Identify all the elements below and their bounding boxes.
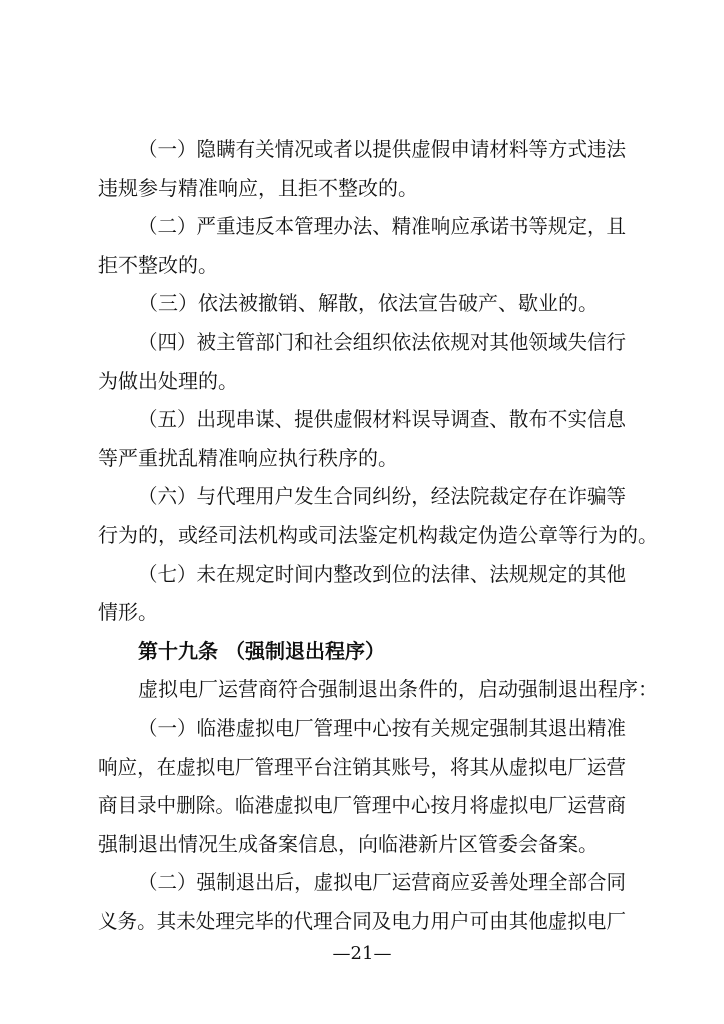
procedure-line [0, 750, 724, 784]
line-text: （二）严重违反本管理办法、精准响应承诺书等规定，且 [138, 214, 626, 239]
procedure-line [0, 711, 724, 745]
line-text: 情形。 [98, 600, 158, 625]
procedure-line [0, 865, 724, 899]
line-text: （六）与代理用户发生合同纠纷，经法院裁定存在诈骗等 [138, 484, 626, 509]
paragraph-line [0, 441, 724, 475]
line-text: 响应，在虚拟电厂管理平台注销其账号，将其从虚拟电厂运营 [98, 754, 626, 779]
article-intro [0, 672, 724, 706]
paragraph-line [0, 595, 724, 629]
procedure-line [0, 827, 724, 861]
paragraph-line [0, 364, 724, 398]
page-number: —21— [332, 943, 392, 964]
line-text: 违规参与精准响应，且拒不整改的。 [98, 175, 418, 200]
procedure-line [0, 904, 724, 938]
line-text: 等严重扰乱精准响应执行秩序的。 [98, 445, 398, 470]
line-text: 第十九条 （强制退出程序） [138, 638, 385, 663]
paragraph-line [0, 286, 724, 320]
line-text: （五）出现串谋、提供虚假材料误导调查、散布不实信息 [138, 407, 626, 432]
line-text: 商目录中删除。临港虚拟电厂管理中心按月将虚拟电厂运营商 [98, 793, 626, 818]
line-text: 行为的，或经司法机构或司法鉴定机构裁定伪造公章等行为的。 [98, 523, 658, 547]
paragraph-line [0, 557, 724, 591]
paragraph-line [0, 171, 724, 205]
procedure-line [0, 788, 724, 822]
article-heading [0, 634, 724, 668]
paragraph-line [0, 325, 724, 359]
line-text: （一）隐瞒有关情况或者以提供虚假申请材料等方式违法 [138, 137, 626, 161]
line-text: 强制退出情况生成备案信息，向临港新片区管委会备案。 [98, 831, 598, 856]
paragraph-line [0, 402, 724, 436]
paragraph-line [0, 518, 724, 552]
paragraph-line [0, 132, 724, 166]
line-text: （四）被主管部门和社会组织依法依规对其他领域失信行 [138, 330, 626, 354]
line-text: 拒不整改的。 [98, 252, 218, 277]
line-text: （三）依法被撤销、解散，依法宣告破产、歇业的。 [138, 291, 598, 316]
line-text: 义务。其未处理完毕的代理合同及电力用户可由其他虚拟电厂 [98, 909, 626, 933]
paragraph-line [0, 248, 724, 282]
line-text: （一）临港虚拟电厂管理中心按有关规定强制其退出精准 [138, 716, 626, 740]
paragraph-line [0, 479, 724, 513]
line-text: （七）未在规定时间内整改到位的法律、法规规定的其他 [138, 561, 626, 586]
line-text: 为做出处理的。 [98, 368, 238, 393]
paragraph-line [0, 209, 724, 243]
line-text: （二）强制退出后，虚拟电厂运营商应妥善处理全部合同 [138, 870, 626, 895]
line-text: 虚拟电厂运营商符合强制退出条件的，启动强制退出程序： [138, 677, 658, 702]
